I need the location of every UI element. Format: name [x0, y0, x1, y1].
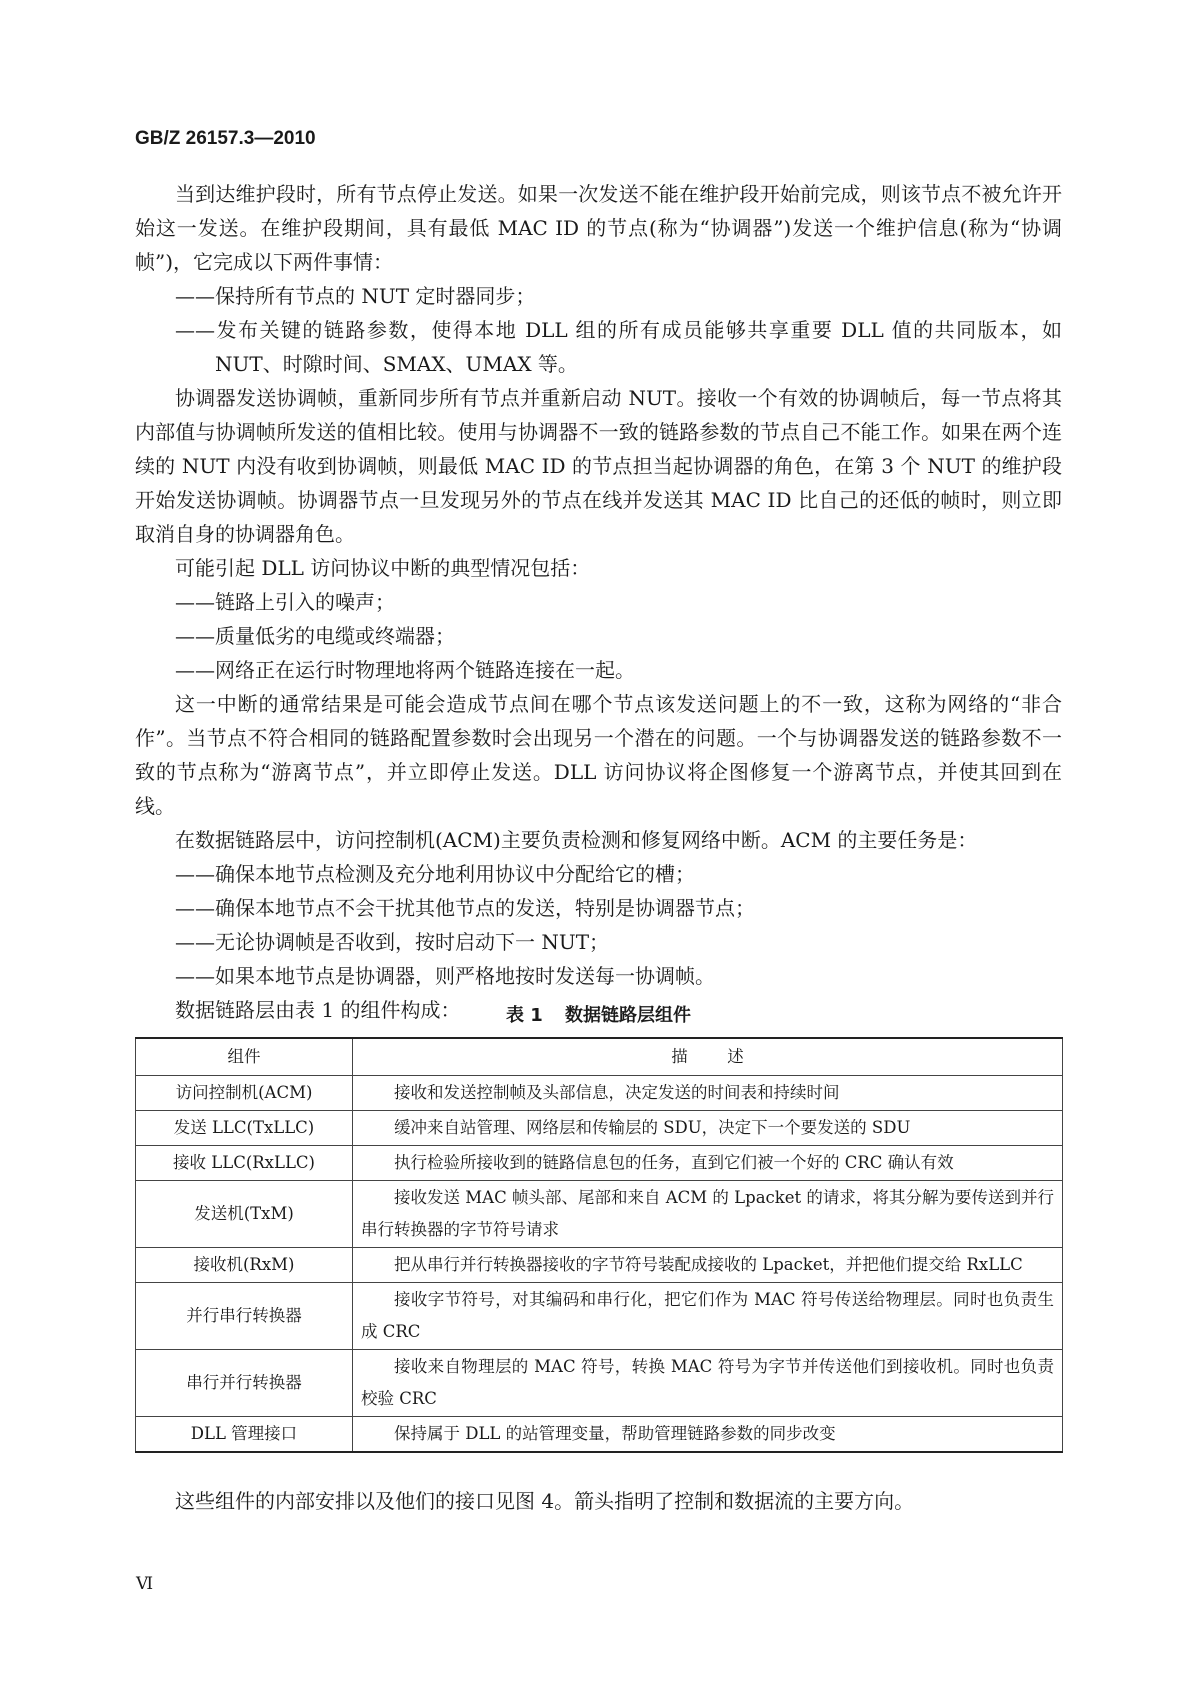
closing-paragraph: 这些组件的内部安排以及他们的接口见图 4。箭头指明了控制和数据流的主要方向。 — [175, 1489, 915, 1513]
table-row — [136, 1417, 1063, 1453]
description-cell: 保持属于 DLL 的站管理变量，帮助管理链路参数的同步改变 — [353, 1417, 1063, 1453]
description-cell: 执行检验所接收到的链路信息包的任务，直到它们被一个好的 CRC 确认有效 — [353, 1146, 1063, 1181]
table-row — [136, 1111, 1063, 1146]
component-cell: 发送机(TxM) — [136, 1181, 353, 1248]
list-item: ——确保本地节点检测及充分地利用协议中分配给它的槽； — [175, 862, 695, 886]
table-row — [136, 1146, 1063, 1181]
component-cell: 并行串行转换器 — [136, 1283, 353, 1350]
table-row — [136, 1248, 1063, 1283]
list-item: ——如果本地节点是协调器，则严格地按时发送每一协调帧。 — [175, 964, 715, 988]
component-cell: 接收机(RxM) — [136, 1248, 353, 1283]
paragraph: 当到达维护段时，所有节点停止发送。如果一次发送不能在维护段开始前完成，则该节点不被允许开始这一发送。在维护段期间，具有最低 MAC ID 的节点(称为“协调器”)发送一个维护信息(称为“协调帧”)，它完成以下两件事情： — [135, 182, 1062, 274]
table-row — [136, 1283, 1063, 1350]
component-cell: 接收 LLC(RxLLC) — [136, 1146, 353, 1181]
list-item: ——无论协调帧是否收到，按时启动下一 NUT； — [175, 930, 610, 954]
paragraph: 这一中断的通常结果是可能会造成节点间在哪个节点该发送问题上的不一致，这称为网络的“非合作”。当节点不符合相同的链路配置参数时会出现另一个潜在的问题。一个与协调器发送的链路参数不一致的节点称为“游离节点”，并立即停止发送。DLL 访问协议将企图修复一个游离节点，并使其回到在线。 — [135, 692, 1062, 818]
table-caption — [135, 1001, 1062, 1027]
table-caption-number: 表 1 — [505, 1005, 543, 1026]
list-item: ——链路上引入的噪声； — [175, 590, 395, 614]
paragraph: 在数据链路层中，访问控制机(ACM)主要负责检测和修复网络中断。ACM 的主要任务是： — [175, 828, 978, 852]
list-item: ——确保本地节点不会干扰其他节点的发送，特别是协调器节点； — [175, 896, 755, 920]
description-cell: 把从串行并行转换器接收的字节符号装配成接收的 Lpacket，并把他们提交给 RxLLC — [353, 1248, 1063, 1283]
body-text — [135, 177, 1062, 1027]
description-cell: 接收字节符号，对其编码和串行化，把它们作为 MAC 符号传送给物理层。同时也负责生成 CRC — [353, 1283, 1063, 1350]
header-description — [353, 1038, 1063, 1076]
description-cell: 接收和发送控制帧及头部信息，决定发送的时间表和持续时间 — [353, 1076, 1063, 1111]
header-component: 组件 — [136, 1038, 353, 1076]
description-cell: 缓冲来自站管理、网络层和传输层的 SDU，决定下一个要发送的 SDU — [353, 1111, 1063, 1146]
list-item: ——网络正在运行时物理地将两个链路连接在一起。 — [175, 658, 635, 682]
list-item: ——保持所有节点的 NUT 定时器同步； — [175, 284, 536, 308]
paragraph: 可能引起 DLL 访问协议中断的典型情况包括： — [175, 556, 591, 580]
header-description-1: 描 — [671, 1047, 688, 1066]
list-item: ——发布关键的链路参数，使得本地 DLL 组的所有成员能够共享重要 DLL 值的共同版本，如 NUT、时隙时间、SMAX、UMAX 等。 — [175, 318, 1062, 376]
paragraph: 协调器发送协调帧，重新同步所有节点并重新启动 NUT。接收一个有效的协调帧后，每一节点将其内部值与协调帧所发送的值相比较。使用与协调器不一致的链路参数的节点自己不能工作。如果在两个连续的 NUT 内没有收到协调帧，则最低 MAC ID 的节点担当起协调器的角色，在第 3 个 NUT 的维护段开始发送协调帧。协调器节点一旦发现另外的节点在线并发送其 MAC ID 比自己的还低的帧时，则立即取消自身的协调器角色。 — [135, 386, 1062, 546]
component-cell: DLL 管理接口 — [136, 1417, 353, 1453]
header-description-2: 述 — [727, 1047, 744, 1066]
table-row — [136, 1181, 1063, 1248]
paragraph: 数据链路层由表 1 的组件构成： — [175, 998, 461, 1022]
description-cell: 接收来自物理层的 MAC 符号，转换 MAC 符号为字节并传送他们到接收机。同时也负责校验 CRC — [353, 1350, 1063, 1417]
table-row — [136, 1076, 1063, 1111]
component-cell: 访问控制机(ACM) — [136, 1076, 353, 1111]
description-cell: 接收发送 MAC 帧头部、尾部和来自 ACM 的 Lpacket 的请求，将其分解为要传送到并行串行转换器的字节符号请求 — [353, 1181, 1063, 1248]
component-cell: 串行并行转换器 — [136, 1350, 353, 1417]
page-number: Ⅵ — [136, 1574, 154, 1594]
component-cell: 发送 LLC(TxLLC) — [136, 1111, 353, 1146]
table-header-row — [136, 1038, 1063, 1076]
table-caption-title: 数据链路层组件 — [565, 1005, 692, 1026]
list-item: ——质量低劣的电缆或终端器； — [175, 624, 455, 648]
table-row — [136, 1350, 1063, 1417]
standard-number-header: GB/Z 26157.3—2010 — [135, 128, 316, 149]
components-table — [135, 1037, 1063, 1453]
